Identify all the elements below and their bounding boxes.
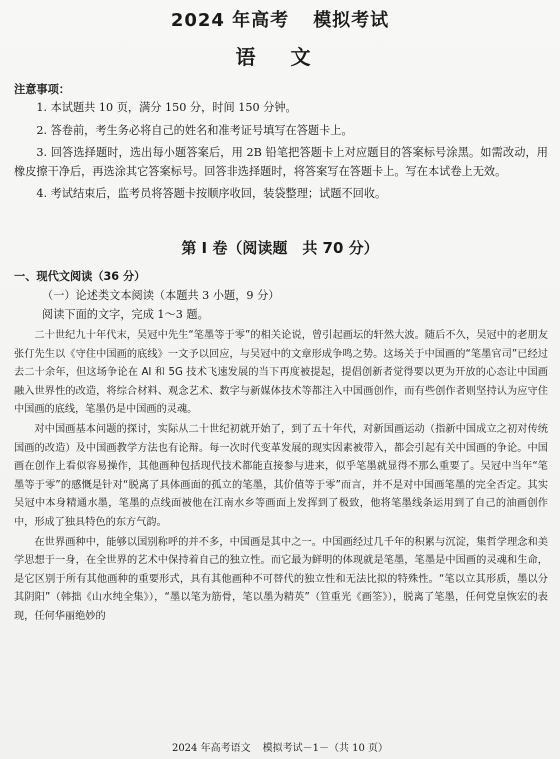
reading-passage bbox=[14, 327, 548, 628]
footer-page-info: 模拟考试－1－（共 10 页） bbox=[262, 743, 389, 754]
exam-title-type: 模拟考试 bbox=[313, 10, 390, 31]
exam-title bbox=[0, 6, 560, 32]
notice-item-1: 1. 本试题共 10 页，满分 150 分，时间 150 分钟。 bbox=[36, 101, 297, 114]
notice-list bbox=[14, 99, 548, 208]
passage-paragraph-1: 二十世纪九十年代末，吴冠中先生“笔墨等于零”的相关论说，曾引起画坛的轩然大波。随后不久，吴冠中的老朋友张仃先生以《守住中国画的底线》一文予以回应，与吴冠中的文章形成争鸣之势。这场关于中国画的“笔墨官司”已经过去二十余年，但这场争论在 AI 和 5G 技术飞速发展的当下再度被提起，提倡创新者觉得要以更为开放的心态让中国画融入世界性的改造，将综合材料、观念艺术、数字与新媒体技术等都注入中国画创作，而有些创作者则坚持认为应守住中国画的底线，笔墨仍是中国画的灵魂。 bbox=[14, 330, 548, 416]
subject-title: 语 文 bbox=[235, 45, 325, 69]
notice-heading: 注意事项： bbox=[14, 83, 70, 96]
notice-item-4: 4. 考试结束后，监考员将答题卡按顺序收回，装袋整理；试题不回收。 bbox=[36, 187, 387, 200]
passage-paragraph-2: 对中国画基本问题的探讨，实际从二十世纪初就开始了，到了五十年代，对新国画运动（指新中国成立之初对传统国画的改造）及中国画教学方法也有论辩。每一次时代变革发展的现实因素被带入，都会引起有关中国画的争论。中国画在创作上看似容易操作，其他画种包括现代技术都能直接参与进来，似乎笔墨就显得不那么重要了。吴冠中当年“笔墨等于零”的感慨是针对“脱离了具体画面的孤立的笔墨，其价值等于零”而言，并不是对中国画笔墨的完全否定。其实吴冠中本身精通水墨，笔墨的点线面被他在江南水乡等画面上发挥到了极致，他将笔墨线条运用到了自己的油画创作中，形成了独具特色的东方气韵。 bbox=[14, 423, 548, 528]
notice-item-2: 2. 答卷前，考生务必将自己的姓名和准考证号填写在答题卡上。 bbox=[36, 123, 353, 137]
part-heading: 一、现代文阅读（36 分） bbox=[14, 270, 146, 283]
section-title: 第 I 卷（阅读题 共 70 分） bbox=[181, 239, 379, 257]
footer-exam: 2024 年高考语文 bbox=[171, 743, 251, 754]
reading-instruction: 阅读下面的文字，完成 1～3 题。 bbox=[42, 308, 209, 321]
page-footer bbox=[0, 739, 560, 754]
exam-title-year: 2024 年高考 bbox=[170, 10, 290, 31]
part-subheading: （一）论述类文本阅读（本题共 3 小题，9 分） bbox=[42, 289, 280, 302]
notice-item-3: 3. 回答选择题时，选出每小题答案后，用 2B 铅笔把答题卡上对应题目的答案标号涂黑。如需改动，用橡皮擦干净后，再选涂其它答案标号。回答非选择题时，将答案写在答题卡上。写在本试卷上无效。 bbox=[14, 146, 548, 178]
passage-paragraph-3: 在世界画种中，能够以国别称呼的并不多，中国画是其中之一。中国画经过几千年的积累与沉淀，集哲学理念和美学思想于一身，在全世界的艺术中保持着自己的独立性。而它最为鲜明的体现就是笔墨，笔墨是中国画的灵魂和生命，是它区别于所有其他画种的重要形式，具有其他画种不可替代的独立性和无法比拟的特殊性。“笔以立其形质，墨以分其阴阳”（韩拙《山水纯全集》），“墨以笔为筋骨，笔以墨为精英”（笪重光《画筌》），脱离了笔墨，任何党皇恢宏的表现，任何华丽绝妙的 bbox=[14, 536, 548, 622]
